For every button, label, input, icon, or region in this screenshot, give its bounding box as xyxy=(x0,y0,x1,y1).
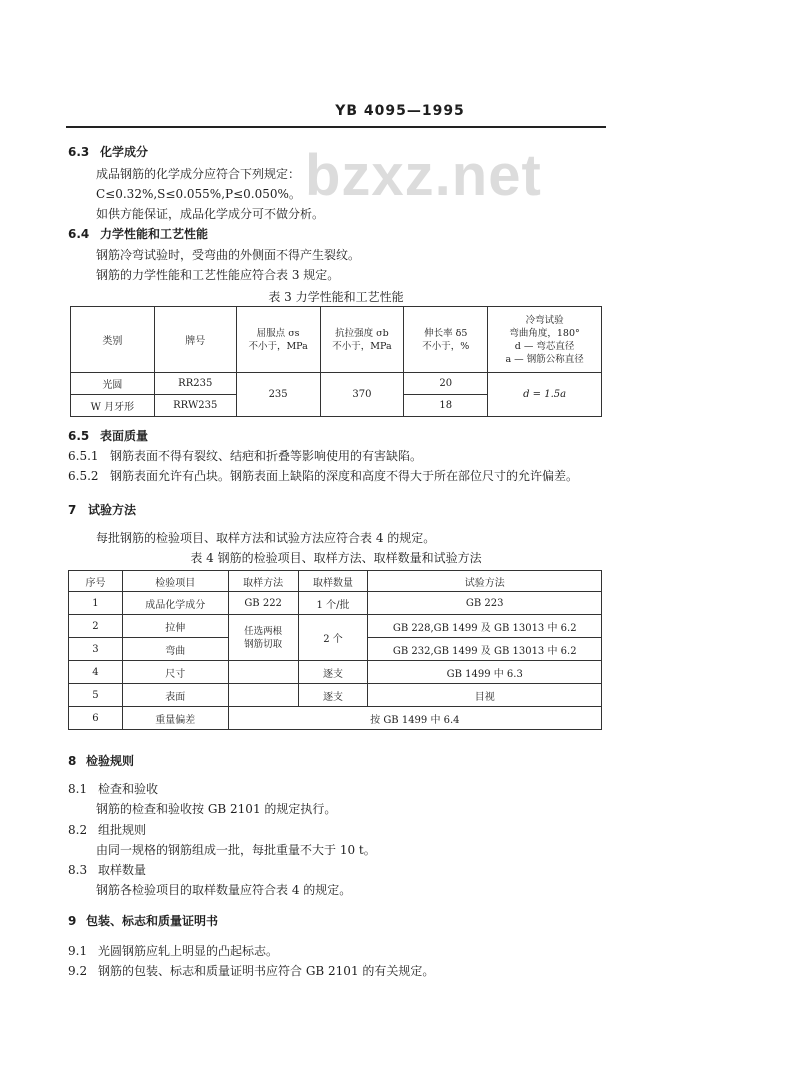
section-6-5-2-number: 6.5.2 xyxy=(68,469,99,483)
t4-r4-qty: 逐支 xyxy=(298,661,368,684)
t3-h-tensile-2: 不小于，MPa xyxy=(332,340,392,352)
header-rule xyxy=(66,126,606,128)
t4-r4-method xyxy=(228,661,298,684)
t3-h-elong xyxy=(404,307,488,373)
t4-r1-item: 成品化学成分 xyxy=(122,592,228,615)
t3-h-category: 类别 xyxy=(71,307,155,373)
section-9-2-number: 9.2 xyxy=(68,964,88,978)
t4-r3-item: 弯曲 xyxy=(122,638,228,661)
t4-r5-item: 表面 xyxy=(122,684,228,707)
t4-r1-no: 1 xyxy=(69,592,123,615)
section-6-5-number: 6.5 xyxy=(68,429,90,443)
t4-r5-qty: 逐支 xyxy=(298,684,368,707)
t4-r1-test: GB 223 xyxy=(368,592,602,615)
section-6-5-title: 表面质量 xyxy=(100,429,149,443)
table-row xyxy=(69,592,602,615)
t4-method-merged xyxy=(228,615,298,661)
section-6-4-title: 力学性能和工艺性能 xyxy=(100,227,209,241)
t3-h-yield xyxy=(236,307,320,373)
t4-h-test: 试验方法 xyxy=(368,571,602,592)
t3-tensile-value: 370 xyxy=(320,373,404,417)
t4-r2-no: 2 xyxy=(69,615,123,638)
section-8-1-title: 检查和验收 xyxy=(98,782,159,796)
section-6-3-line-2: C≤0.32%,S≤0.055%,P≤0.050%。 xyxy=(96,187,301,201)
t3-r2-elong: 18 xyxy=(404,395,488,417)
t3-r1-category: 光圆 xyxy=(71,373,155,395)
t4-h-method: 取样方法 xyxy=(228,571,298,592)
t3-h-bend-2: 弯曲角度，180° xyxy=(509,327,580,339)
section-9-title: 包装、标志和质量证明书 xyxy=(86,914,219,928)
table-3-caption: 表 3 力学性能和工艺性能 xyxy=(268,290,404,304)
t4-r4-item: 尺寸 xyxy=(122,661,228,684)
section-6-5-2-text: 钢筋表面允许有凸块。钢筋表面上缺陷的深度和高度不得大于所在部位尺寸的允许偏差。 xyxy=(110,469,579,483)
t3-h-bend-4: a — 钢筋公称直径 xyxy=(505,353,584,365)
t3-yield-value: 235 xyxy=(236,373,320,417)
section-6-3-line-1: 成品钢筋的化学成分应符合下列规定： xyxy=(96,167,301,181)
t4-r5-method xyxy=(228,684,298,707)
section-6-3-title: 化学成分 xyxy=(100,145,149,159)
table-row xyxy=(71,373,602,395)
t4-r6-item: 重量偏差 xyxy=(122,707,228,730)
t4-r2-item: 拉伸 xyxy=(122,615,228,638)
t4-method-merged-2: 钢筋切取 xyxy=(244,638,283,650)
t3-h-bend-3: d — 弯芯直径 xyxy=(514,340,575,352)
t3-r1-grade: RR235 xyxy=(154,373,236,395)
section-6-4-number: 6.4 xyxy=(68,227,90,241)
section-8-2-title: 组批规则 xyxy=(98,823,147,837)
t3-r1-elong: 20 xyxy=(404,373,488,395)
section-9-2-text: 钢筋的包装、标志和质量证明书应符合 GB 2101 的有关规定。 xyxy=(98,964,435,978)
section-9-number: 9 xyxy=(68,914,77,928)
section-6-5-1-text: 钢筋表面不得有裂纹、结疤和折叠等影响使用的有害缺陷。 xyxy=(110,449,423,463)
t3-h-elong-1: 伸长率 δ5 xyxy=(424,327,468,339)
section-7-number: 7 xyxy=(68,503,77,517)
section-8-1-text: 钢筋的检查和验收按 GB 2101 的规定执行。 xyxy=(96,802,337,816)
section-8-title: 检验规则 xyxy=(86,754,135,768)
section-6-3-number: 6.3 xyxy=(68,145,90,159)
table-row xyxy=(69,684,602,707)
t4-h-item: 检验项目 xyxy=(122,571,228,592)
t3-h-elong-2: 不小于，% xyxy=(422,340,470,352)
section-7-title: 试验方法 xyxy=(88,503,137,517)
t4-r5-no: 5 xyxy=(69,684,123,707)
t4-r1-method: GB 222 xyxy=(228,592,298,615)
section-8-2-text: 由同一规格的钢筋组成一批，每批重量不大于 10 t。 xyxy=(96,843,376,857)
t3-h-bend-1: 冷弯试验 xyxy=(525,314,564,326)
t4-r5-test: 目视 xyxy=(368,684,602,707)
section-8-1-number: 8.1 xyxy=(68,782,88,796)
table-4 xyxy=(68,570,602,730)
t3-r2-grade: RRW235 xyxy=(154,395,236,417)
section-8-number: 8 xyxy=(68,754,77,768)
t4-r3-no: 3 xyxy=(69,638,123,661)
t3-h-bend xyxy=(488,307,602,373)
table-row xyxy=(69,615,602,638)
t4-r2-test: GB 228,GB 1499 及 GB 13013 中 6.2 xyxy=(368,615,602,638)
t3-h-grade: 牌号 xyxy=(154,307,236,373)
t3-h-yield-2: 不小于，MPa xyxy=(248,340,308,352)
section-6-4-line-1: 钢筋冷弯试验时，受弯曲的外侧面不得产生裂纹。 xyxy=(96,248,361,262)
table-3 xyxy=(70,306,602,417)
t4-r4-no: 4 xyxy=(69,661,123,684)
t4-r1-qty: 1 个/批 xyxy=(298,592,368,615)
t4-h-no: 序号 xyxy=(69,571,123,592)
table-3-header-row xyxy=(71,307,602,373)
document-code: YB 4095—1995 xyxy=(335,103,465,119)
table-row xyxy=(69,661,602,684)
t3-r2-category: W 月牙形 xyxy=(71,395,155,417)
section-6-3-line-3: 如供方能保证，成品化学成分可不做分析。 xyxy=(96,207,325,221)
section-8-2-number: 8.2 xyxy=(68,823,88,837)
t4-h-qty: 取样数量 xyxy=(298,571,368,592)
t3-h-tensile xyxy=(320,307,404,373)
section-6-4-line-2: 钢筋的力学性能和工艺性能应符合表 3 规定。 xyxy=(96,268,340,282)
t4-qty-merged: 2 个 xyxy=(298,615,368,661)
table-4-caption: 表 4 钢筋的检验项目、取样方法、取样数量和试验方法 xyxy=(190,551,482,565)
t3-h-tensile-1: 抗拉强度 σb xyxy=(335,327,389,339)
section-8-3-number: 8.3 xyxy=(68,863,88,877)
section-9-1-text: 光圆钢筋应轧上明显的凸起标志。 xyxy=(98,944,279,958)
section-8-3-title: 取样数量 xyxy=(98,863,147,877)
t3-bend-value: d = 1.5a xyxy=(488,373,602,417)
t4-r6-test: 按 GB 1499 中 6.4 xyxy=(228,707,601,730)
table-4-header-row xyxy=(69,571,602,592)
t4-r4-test: GB 1499 中 6.3 xyxy=(368,661,602,684)
section-9-1-number: 9.1 xyxy=(68,944,88,958)
t4-r3-test: GB 232,GB 1499 及 GB 13013 中 6.2 xyxy=(368,638,602,661)
section-6-5-1-number: 6.5.1 xyxy=(68,449,99,463)
t4-r6-no: 6 xyxy=(69,707,123,730)
t3-h-yield-1: 屈服点 σs xyxy=(256,327,300,339)
watermark: bzxz.net xyxy=(305,143,542,208)
section-7-text: 每批钢筋的检验项目、取样方法和试验方法应符合表 4 的规定。 xyxy=(96,531,436,545)
table-row xyxy=(69,707,602,730)
section-8-3-text: 钢筋各检验项目的取样数量应符合表 4 的规定。 xyxy=(96,883,352,897)
t4-method-merged-1: 任选两根 xyxy=(244,625,283,637)
